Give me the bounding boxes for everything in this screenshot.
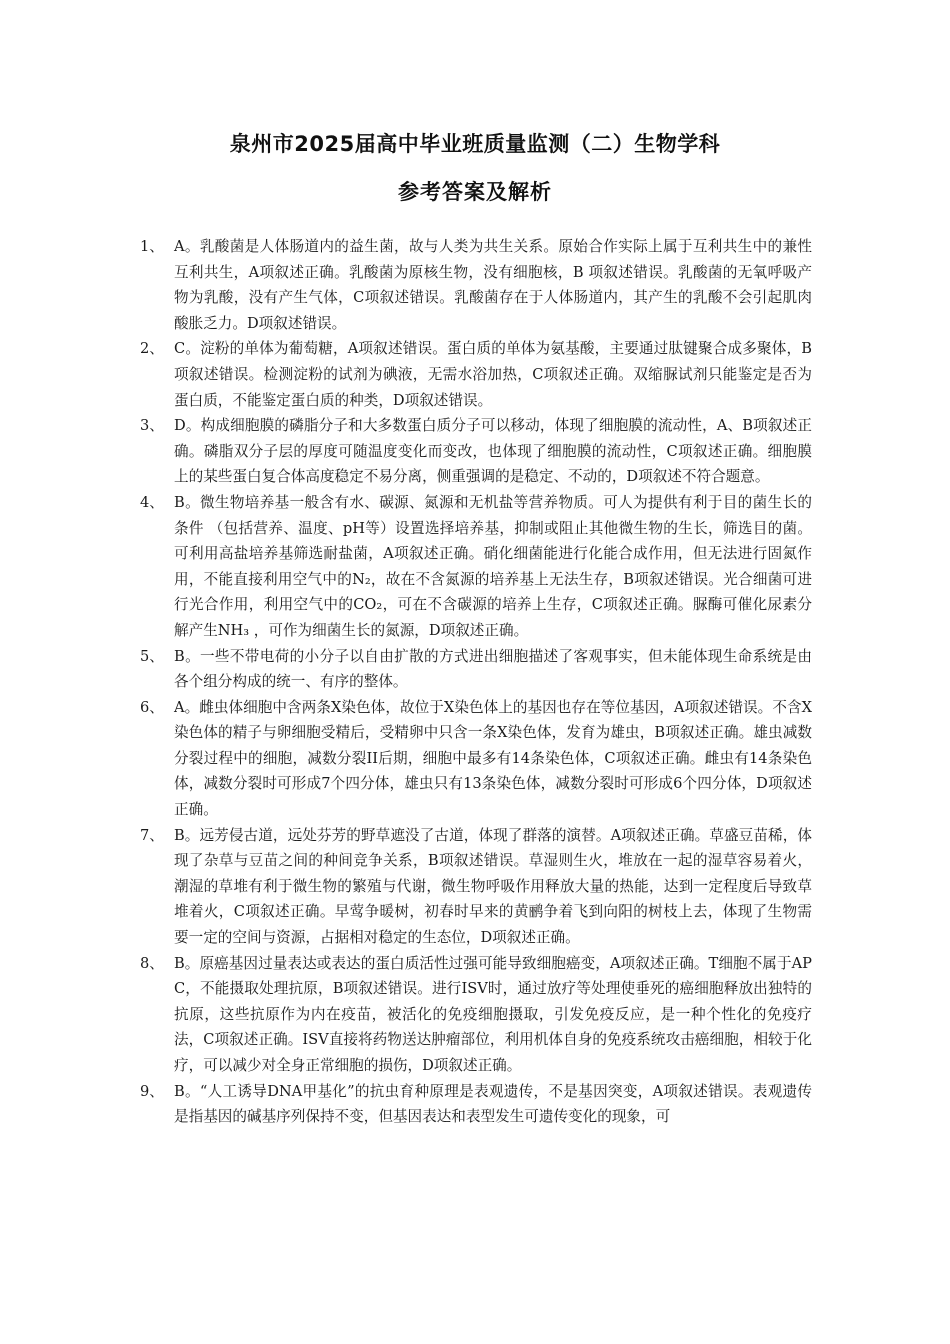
answer-number: 8、 [140,954,164,972]
answer-item [140,695,812,823]
answer-text: C。淀粉的单体为葡萄糖，A项叙述错误。蛋白质的单体为氨基酸，主要通过肽键聚合成多聚体，B项叙述错误。检测淀粉的试剂为碘液，无需水浴加热，C项叙述正确。双缩脲试剂只能鉴定是否为蛋白质，不能鉴定蛋白质的种类，D项叙述错误。 [174,340,812,409]
answer-number: 9、 [140,1082,164,1100]
answer-text: B。远芳侵古道，远处芬芳的野草遮没了古道，体现了群落的演替。A项叙述正确。草盛豆苗稀，体现了杂草与豆苗之间的种间竞争关系，B项叙述错误。草湿则生火，堆放在一起的湿草容易着火，潮湿的草堆有利于微生物的繁殖与代谢，微生物呼吸作用释放大量的热能，达到一定程度后导致草堆着火，C项叙述正确。早莺争暖树，初春时早来的黄鹂争着飞到向阳的树枝上去，体现了生物需要一定的空间与资源，占据相对稳定的生态位，D项叙述正确。 [174,826,812,947]
answer-item [140,234,812,336]
answer-item [140,1079,812,1130]
answer-text: A。雌虫体细胞中含两条X染色体，故位于X染色体上的基因也存在等位基因，A项叙述错误。不含X染色体的精子与卵细胞受精后，受精卵中只含一条X染色体，发育为雄虫，B项叙述正确。雄虫减数分裂过程中的细胞，减数分裂II后期，细胞中最多有14条染色体，C项叙述正确。雌虫有14条染色体，减数分裂时可形成7个四分体，雄虫只有13条染色体，减数分裂时可形成6个四分体，D项叙述正确。 [174,698,812,819]
answer-text: B。一些不带电荷的小分子以自由扩散的方式进出细胞描述了客观事实，但未能体现生命系统是由各个组分构成的统一、有序的整体。 [174,647,812,691]
document-title: 泉州市2025届高中毕业班质量监测（二）生物学科 [229,132,721,156]
answer-number: 6、 [140,698,164,716]
answer-item [140,951,812,1079]
answer-item [140,336,812,413]
answer-text: B。原癌基因过量表达或表达的蛋白质活性过强可能导致细胞癌变，A项叙述正确。T细胞不属于APC，不能摄取处理抗原，B项叙述错误。进行ISV时，通过放疗等处理使垂死的癌细胞释放出独特的抗原，这些抗原作为内在疫苗，被活化的免疫细胞摄取，引发免疫反应，是一种个性化的免疫疗法，C项叙述正确。ISV直接将药物送达肿瘤部位，利用机体自身的免疫系统攻击癌细胞，相较于化疗，可以减少对全身正常细胞的损伤，D项叙述正确。 [174,954,812,1074]
answer-item [140,823,812,951]
answer-number: 5、 [140,647,164,665]
answer-text: B。“人工诱导DNA甲基化”的抗虫育种原理是表观遗传，不是基因突变，A项叙述错误。表观遗传是指基因的碱基序列保持不变，但基因表达和表型发生可遗传变化的现象，可 [174,1082,812,1126]
answer-number: 1、 [140,238,164,255]
answer-list [140,234,812,1130]
answer-number: 3、 [140,417,164,435]
answer-item [140,413,812,490]
answer-text: B。微生物培养基一般含有水、碳源、氮源和无机盐等营养物质。可人为提供有利于目的菌生长的条件 （包括营养、温度、pH等）设置选择培养基，抑制或阻止其他微生物的生长，筛选目的菌。可利用高盐培养基筛选耐盐菌，A项叙述正确。硝化细菌能进行化能合成作用，但无法进行固氮作用，不能直接利用空气中的N₂，故在不含氮源的培养基上无法生存，B项叙述错误。光合细菌可进行光合作用，利用空气中的CO₂，可在不含碳源的培养上生存，C项叙述正确。脲酶可催化尿素分解产生NH₃ ，可作为细菌生长的氮源，D项叙述正确。 [174,493,812,639]
answer-text: D。构成细胞膜的磷脂分子和大多数蛋白质分子可以移动，体现了细胞膜的流动性，A、B项叙述正确。磷脂双分子层的厚度可随温度变化而变改，也体现了细胞膜的流动性，C项叙述正确。细胞膜上的某些蛋白复合体高度稳定不易分离，侧重强调的是稳定、不动的，D项叙述不符合题意。 [174,417,812,486]
answer-item [140,644,812,695]
document-subtitle: 参考答案及解析 [398,180,552,204]
answer-number: 4、 [140,493,164,511]
answer-number: 2、 [140,340,164,358]
answer-number: 7、 [140,826,164,844]
answer-item [140,490,812,644]
answer-text: A。乳酸菌是人体肠道内的益生菌，故与人类为共生关系。原始合作实际上属于互利共生中的兼性互利共生，A项叙述正确。乳酸菌为原核生物，没有细胞核，B 项叙述错误。乳酸菌的无氧呼吸产物为乳酸，没有产生气体，C项叙述错误。乳酸菌存在于人体肠道内，其产生的乳酸不会引起肌肉酸胀乏力。D项叙述错误。 [174,238,812,332]
